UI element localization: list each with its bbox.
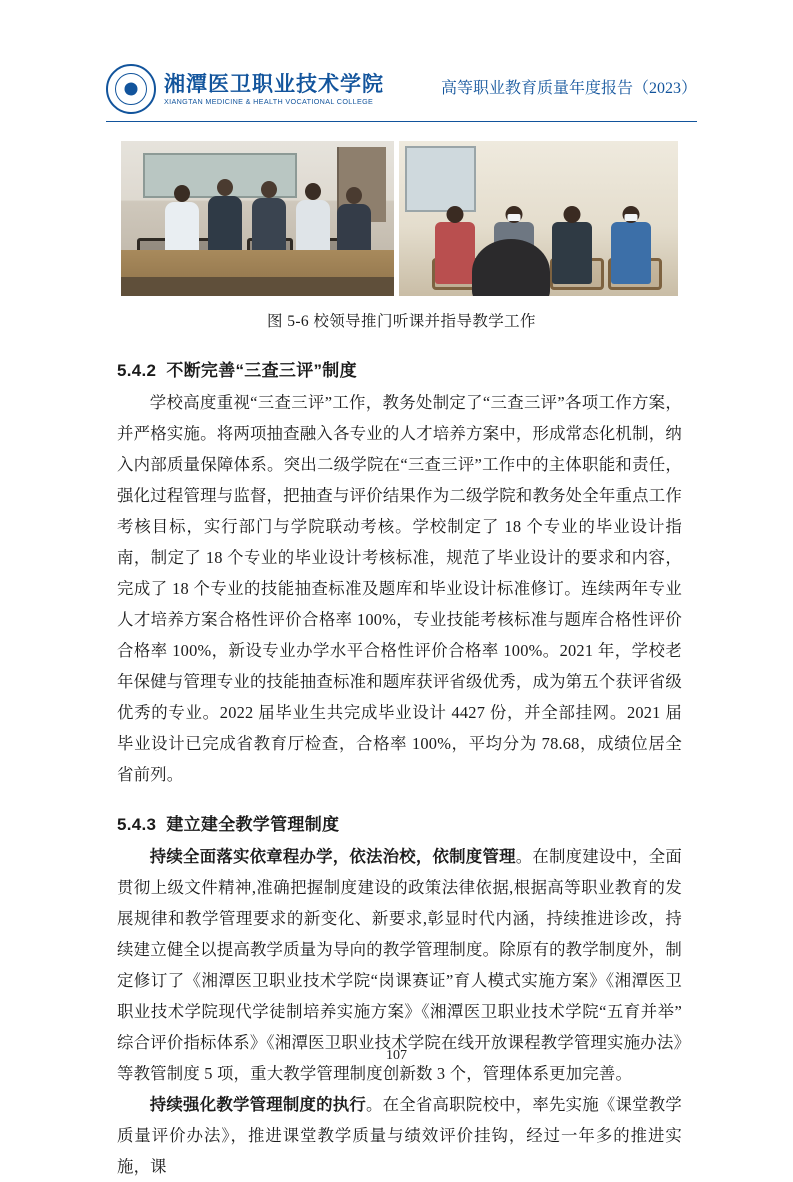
logo-chinese-name: 湘潭医卫职业技术学院 <box>164 71 384 96</box>
photo-meeting-room <box>399 141 678 296</box>
section-title-542: 不断完善“三查三评”制度 <box>166 361 357 380</box>
section-title-543: 建立建全教学管理制度 <box>166 815 340 834</box>
section-number-543: 5.4.3 <box>117 815 157 834</box>
logo-english-name: XIANGTAN MEDICINE & HEALTH VOCATIONAL COLLEGE <box>164 96 374 106</box>
section-number-542: 5.4.2 <box>117 361 157 380</box>
page-number: 107 <box>386 1048 407 1063</box>
photo-classroom-inspection <box>121 141 394 296</box>
section-heading-542 <box>117 356 682 381</box>
paragraph-543-1: 持续全面落实依章程办学，依法治校，依制度管理。在制度建设中，全面贯彻上级文件精神,准确把握制度建设的政策法律依据,根据高等职业教育的发展规律和教学管理要求的新变化、新要求,彰显时代内涵，持续推进诊改，持续建立健全以提高教学质量为导向的教学管理制度。除原有的教学制度外，制定修订了《湘潭医卫职业技术学院“岗课赛证”育人模式实施方案》《湘潭医卫职业技术学院现代学徒制培养实施方案》《湘潭医卫职业技术学院“五育并举”综合评价指标体系》《湘潭医卫职业技术学院在线开放课程教学管理实施办法》等教管制度 5 项，重大教学管理制度创新数 3 个，管理体系更加完善。 <box>117 847 683 1083</box>
header-divider <box>106 121 697 122</box>
paragraph-543-2: 持续强化教学管理制度的执行。在全省高职院校中，率先实施《课堂教学质量评价办法》，推进课堂教学质量与绩效评价挂钩，经过一年多的推进实施，课 <box>117 1095 682 1176</box>
paragraph-542-1: 学校高度重视“三查三评”工作，教务处制定了“三查三评”各项工作方案，并严格实施。将两项抽查融入各专业的人才培养方案中，形成常态化机制，纳入内部质量保障体系。突出二级学院在“三查三评”工作中的主体职能和责任，强化过程管理与监督，把抽查与评价结果作为二级学院和教务处全年重点工作考核目标，实行部门与学院联动考核。学校制定了 18 个专业的毕业设计指南，制定了 18 个专业的毕业设计考核标准，规范了毕业设计的要求和内容，完成了 18 个专业的技能抽查标准及题库和毕业设计标准修订。连续两年专业人才培养方案合格性评价合格率 100%，专业技能考核标准与题库合格性评价合格率 100%，新设专业办学水平合格性评价合格率 100%。2021 年，学校老年保健与管理专业的技能抽查标准和题库获评省级优秀，成为第五个获评省级优秀的专业。2022 届毕业生共完成毕业设计 4427 份，并全部挂网。2021 届毕业设计已完成省教育厅检查，合格率 100%，平均分为 78.68，成绩位居全省前列。 <box>117 393 682 784</box>
college-emblem-icon <box>106 64 156 114</box>
figure-images-row <box>121 141 678 296</box>
section-heading-543 <box>117 810 682 835</box>
college-logo <box>106 64 384 114</box>
page-header <box>106 58 697 120</box>
figure-caption: 图 5-6 校领导推门听课并指导教学工作 <box>267 313 536 330</box>
logo-text-block <box>164 73 384 106</box>
header-report-title: 高等职业教育质量年度报告（2023） <box>440 79 697 97</box>
